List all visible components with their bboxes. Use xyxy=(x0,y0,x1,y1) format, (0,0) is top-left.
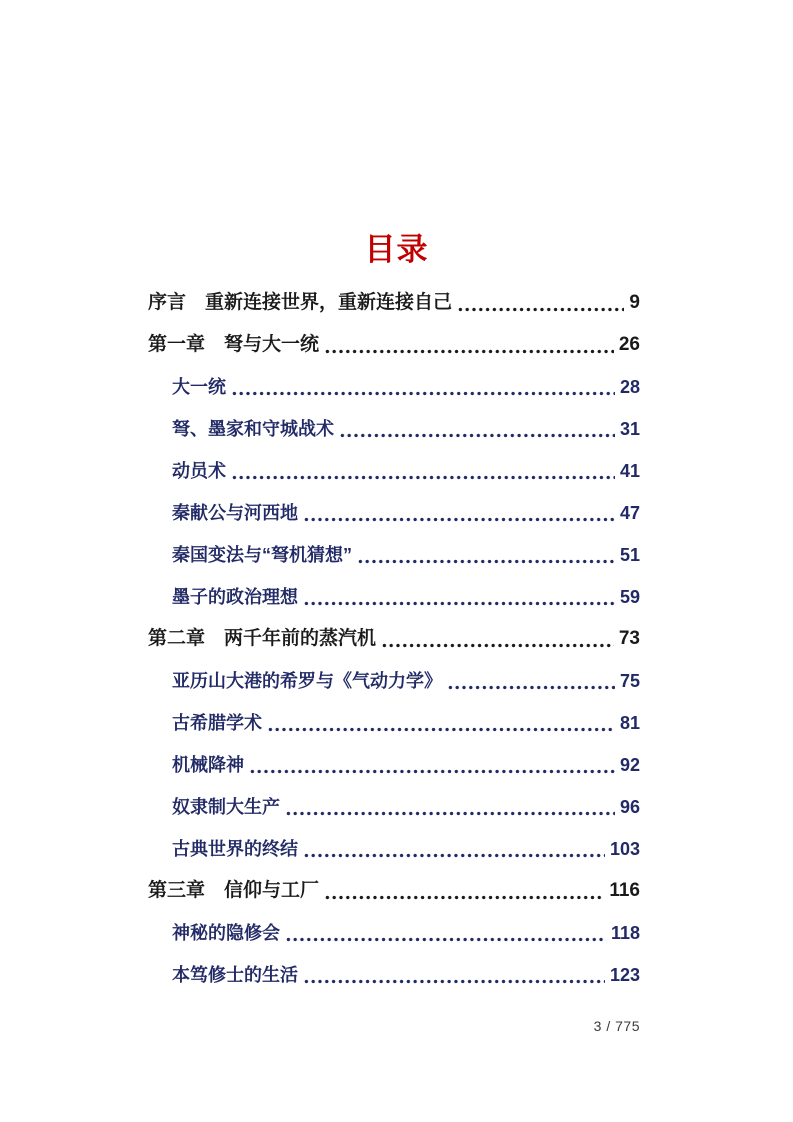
toc-entry-title: 动员术 xyxy=(172,461,226,482)
toc-entry-title: 奴隶制大生产 xyxy=(172,797,280,818)
toc-entry-title: 弩、墨家和守城战术 xyxy=(172,419,334,440)
toc-entry-page-number: 123 xyxy=(609,965,640,986)
dotted-leader xyxy=(381,643,614,648)
toc-entry-page-number: 47 xyxy=(619,503,640,524)
toc-entry-page-number: 31 xyxy=(619,419,640,440)
toc-entry-page-number: 103 xyxy=(609,839,640,860)
toc-entry[interactable] xyxy=(172,796,640,818)
toc-entry-page-number: 9 xyxy=(629,292,640,314)
toc-title: 目录 xyxy=(364,232,429,267)
dotted-leader xyxy=(249,769,615,774)
toc-list xyxy=(148,292,640,1006)
dotted-leader xyxy=(231,475,615,480)
toc-entry[interactable] xyxy=(172,712,640,734)
toc-entry-title: 古典世界的终结 xyxy=(172,839,298,860)
toc-entry-page-number: 73 xyxy=(618,628,640,650)
toc-entry-page-number: 92 xyxy=(619,755,640,776)
dotted-leader xyxy=(324,349,614,354)
dotted-leader xyxy=(357,559,615,564)
toc-entry-title: 墨子的政治理想 xyxy=(172,587,298,608)
toc-entry-page-number: 116 xyxy=(609,880,640,902)
dotted-leader xyxy=(324,895,604,900)
toc-entry-title: 亚历山大港的希罗与《气动力学》 xyxy=(172,671,442,692)
toc-entry[interactable] xyxy=(172,964,640,986)
toc-entry[interactable] xyxy=(148,880,640,902)
toc-entry[interactable] xyxy=(172,754,640,776)
toc-entry-page-number: 51 xyxy=(619,545,640,566)
page-number-indicator: 3 / 775 xyxy=(593,1018,640,1034)
dotted-leader xyxy=(285,811,615,816)
toc-entry[interactable] xyxy=(172,922,640,944)
toc-entry[interactable] xyxy=(148,334,640,356)
toc-entry-title: 第一章 弩与大一统 xyxy=(148,334,320,356)
toc-entry[interactable] xyxy=(172,460,640,482)
toc-entry[interactable] xyxy=(172,838,640,860)
toc-entry[interactable] xyxy=(148,628,640,650)
toc-entry-title: 大一统 xyxy=(172,377,226,398)
toc-entry[interactable] xyxy=(172,670,640,692)
toc-entry-page-number: 28 xyxy=(619,377,640,398)
dotted-leader xyxy=(447,685,615,690)
toc-entry-page-number: 41 xyxy=(619,461,640,482)
toc-entry[interactable] xyxy=(172,502,640,524)
dotted-leader xyxy=(303,979,605,984)
dotted-leader xyxy=(267,727,615,732)
toc-entry[interactable] xyxy=(172,586,640,608)
toc-entry-title: 秦国变法与“弩机猜想” xyxy=(172,545,352,566)
toc-entry[interactable] xyxy=(172,544,640,566)
dotted-leader xyxy=(339,433,615,438)
toc-entry-title: 本笃修士的生活 xyxy=(172,965,298,986)
toc-entry-title: 神秘的隐修会 xyxy=(172,923,280,944)
toc-entry[interactable] xyxy=(172,418,640,440)
dotted-leader xyxy=(457,307,624,312)
toc-entry-page-number: 81 xyxy=(619,713,640,734)
dotted-leader xyxy=(303,601,615,606)
toc-entry-page-number: 118 xyxy=(610,923,640,944)
toc-entry-page-number: 59 xyxy=(619,587,640,608)
dotted-leader xyxy=(303,517,615,522)
toc-entry-title: 秦献公与河西地 xyxy=(172,503,298,524)
toc-entry-title: 古希腊学术 xyxy=(172,713,262,734)
toc-entry-title: 第二章 两千年前的蒸汽机 xyxy=(148,628,377,650)
toc-entry-title: 序言 重新连接世界，重新连接自己 xyxy=(148,292,453,314)
dotted-leader xyxy=(231,391,615,396)
toc-entry-page-number: 75 xyxy=(619,671,640,692)
toc-entry-page-number: 26 xyxy=(618,334,640,356)
toc-entry-title: 第三章 信仰与工厂 xyxy=(148,880,320,902)
toc-entry[interactable] xyxy=(172,376,640,398)
toc-entry-title: 机械降神 xyxy=(172,755,244,776)
dotted-leader xyxy=(303,853,605,858)
toc-entry-page-number: 96 xyxy=(619,797,640,818)
toc-entry[interactable] xyxy=(148,292,640,314)
dotted-leader xyxy=(285,937,606,942)
